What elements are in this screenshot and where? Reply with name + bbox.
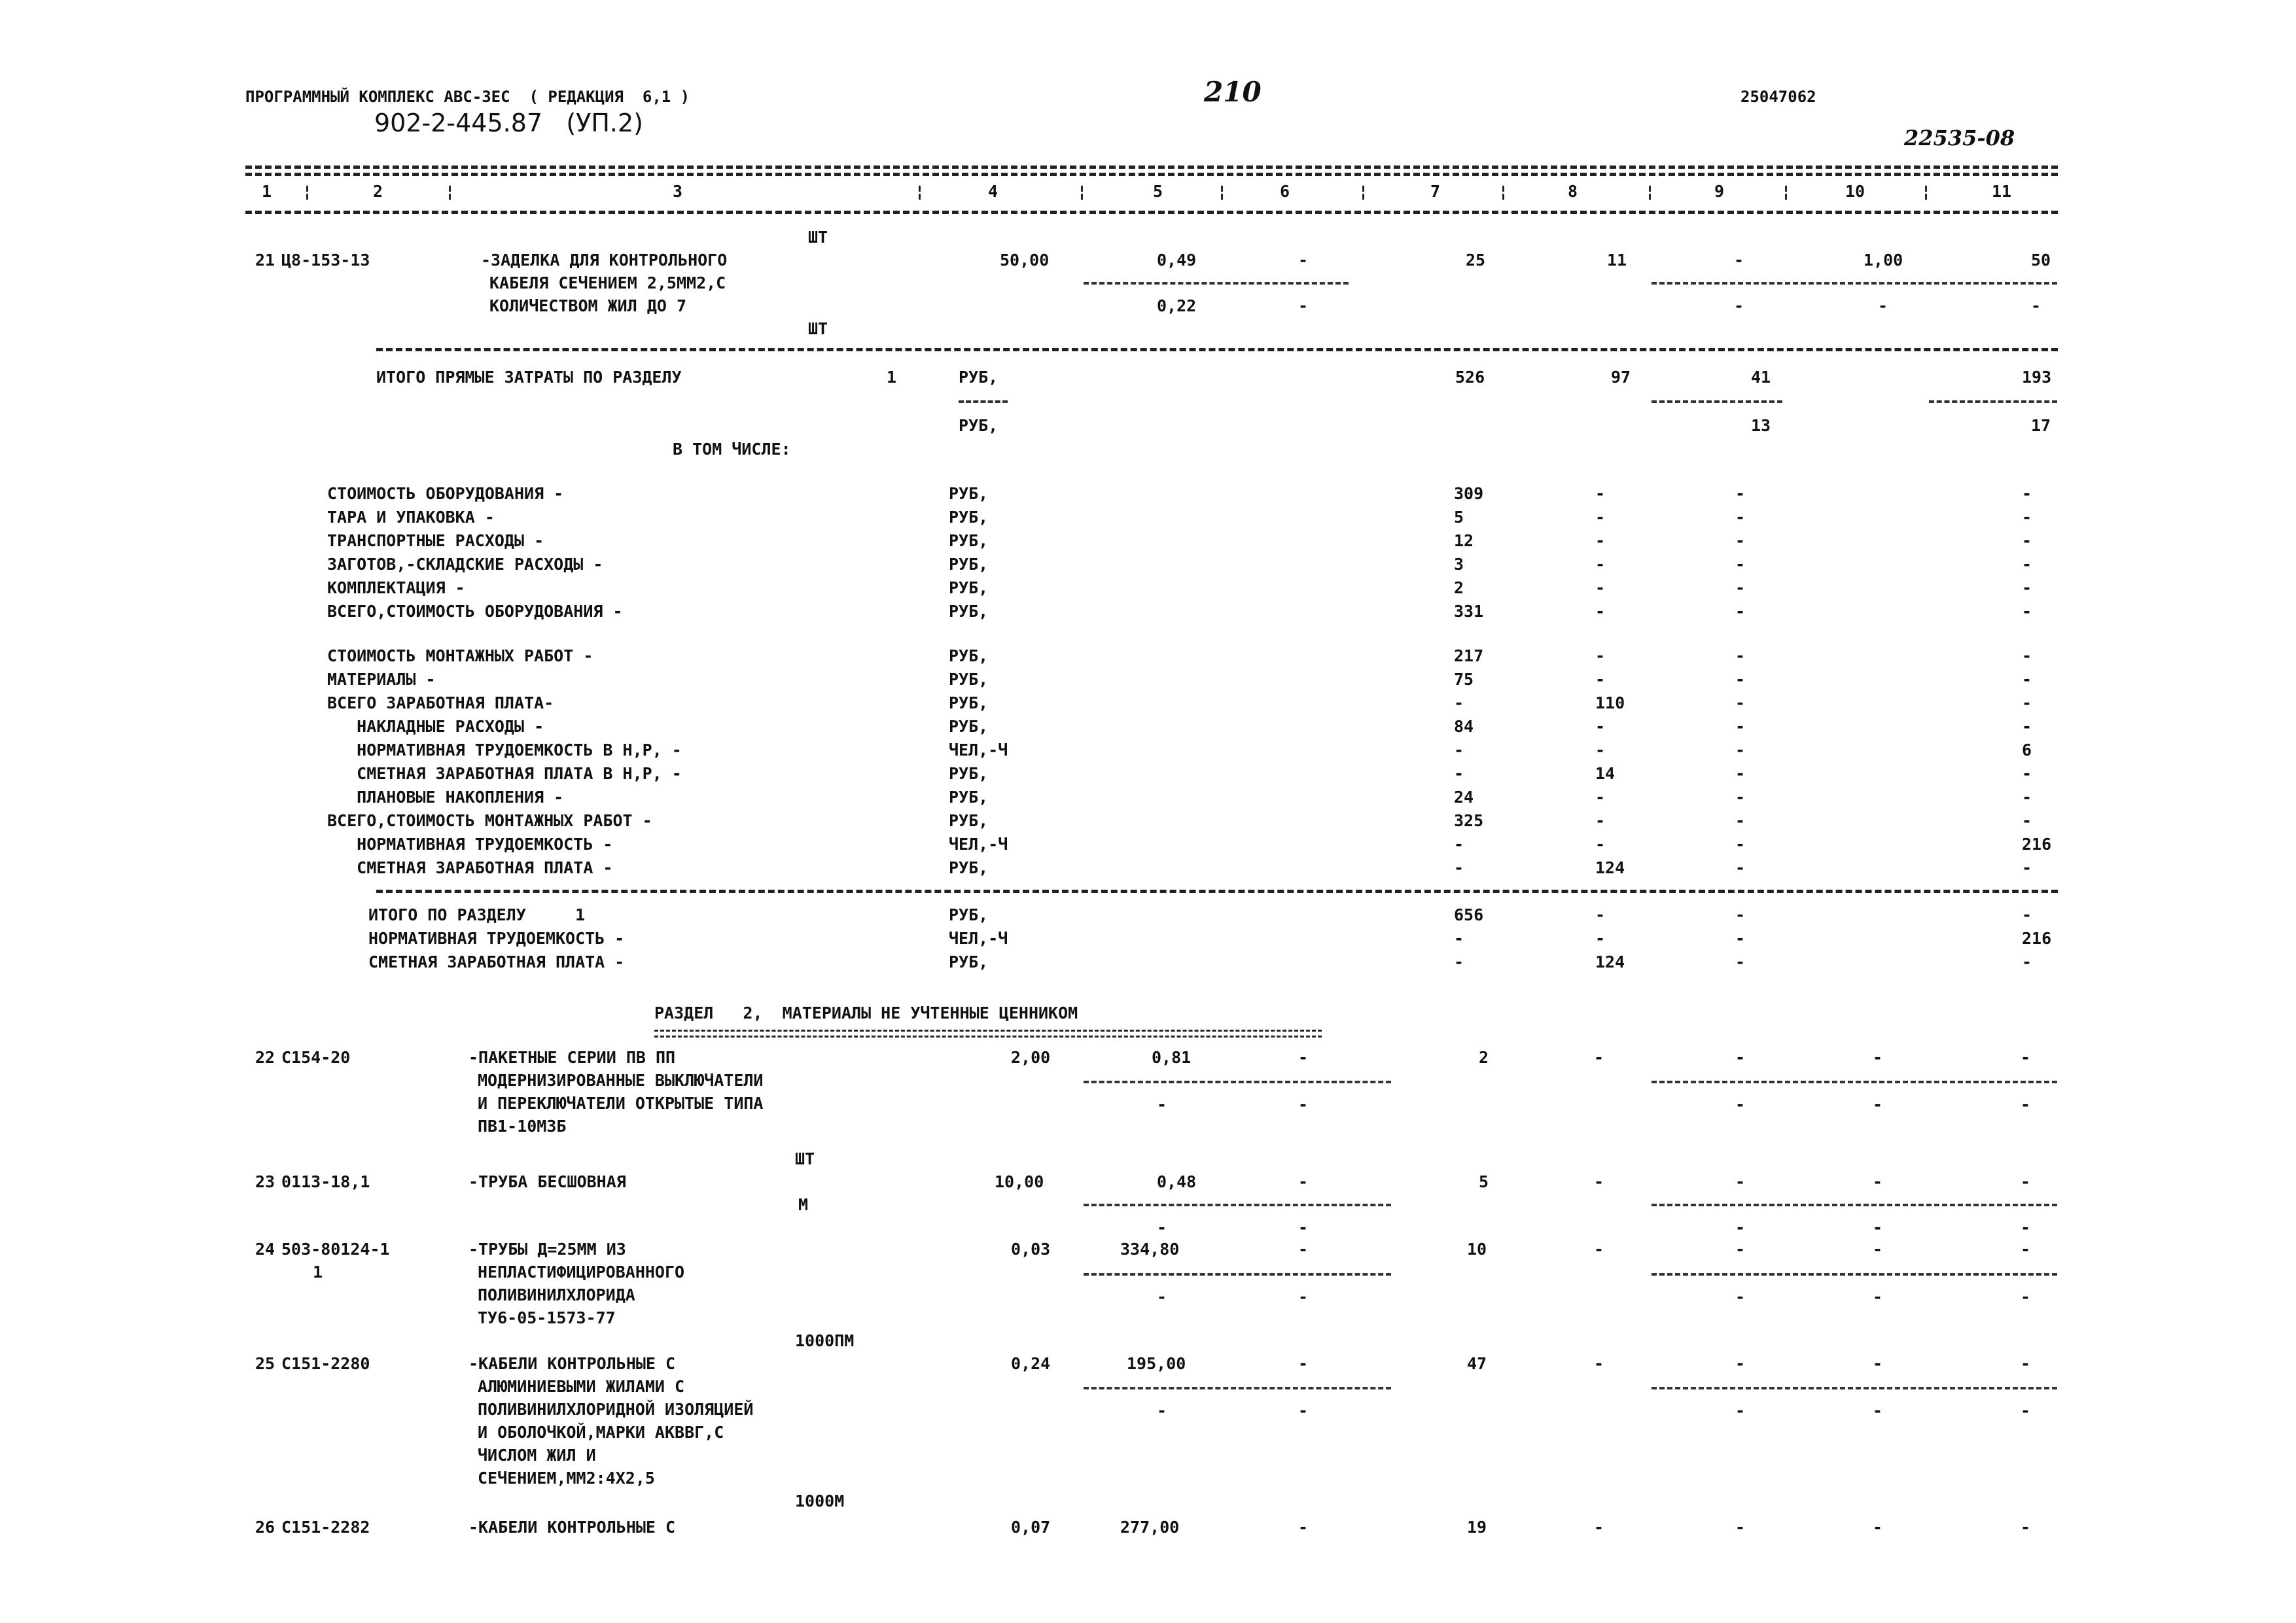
equipment-row-2-c11: - (2022, 531, 2032, 550)
col-header-2: 2 (373, 182, 383, 201)
equipment-row-4-unit: РУБ, (949, 578, 989, 597)
equipment-row-4-c11: - (2022, 578, 2032, 597)
installation-row-4-c8: - (1595, 741, 1606, 759)
row21-name: -ЗАДЕЛКА ДЛЯ КОНТРОЛЬНОГО (481, 251, 728, 270)
document-code: 25047062 (1740, 88, 1816, 106)
equipment-row-5-unit: РУБ, (949, 602, 989, 621)
header-bottom-rule (245, 211, 2058, 214)
installation-row-8-unit: ЧЕЛ,-Ч (949, 835, 1008, 854)
equipment-row-0-c9: - (1735, 484, 1746, 503)
equipment-row-0-c7: 309 (1454, 484, 1484, 503)
installation-row-9-label: СМЕТНАЯ ЗАРАБОТНАЯ ПЛАТА - (327, 858, 613, 877)
installation-row-2-c8: 110 (1595, 693, 1625, 712)
row24-number: 24 (255, 1240, 275, 1259)
section-total-row-0-c7: 656 (1454, 905, 1484, 924)
row21-qty: 50,00 (1000, 251, 1050, 270)
equipment-row-1-c8: - (1595, 508, 1606, 527)
installation-row-2-c11: - (2022, 693, 2032, 712)
installation-row-1-label: МАТЕРИАЛЫ - (327, 670, 436, 689)
equipment-row-1-c9: - (1735, 508, 1746, 527)
equipment-row-3-c8: - (1595, 555, 1606, 574)
installation-row-3-unit: РУБ, (949, 717, 989, 736)
col-header-8: 8 (1568, 182, 1578, 201)
installation-row-5-c7: - (1454, 764, 1464, 783)
section-total-row-0-unit: РУБ, (949, 905, 989, 924)
row25-code: С151-2280 (281, 1354, 370, 1373)
installation-row-1-unit: РУБ, (949, 670, 989, 689)
equipment-row-3-unit: РУБ, (949, 555, 989, 574)
installation-row-3-c8: - (1595, 717, 1606, 736)
section-total-row-0-c11: - (2022, 905, 2032, 924)
col-header-1: 1 (262, 182, 272, 201)
col-header-7: 7 (1430, 182, 1441, 201)
equipment-row-5-c7: 331 (1454, 602, 1484, 621)
section-total-row-1-c8: - (1595, 929, 1606, 948)
installation-row-3-c11: - (2022, 717, 2032, 736)
equipment-row-2-unit: РУБ, (949, 531, 989, 550)
equipment-row-3-c9: - (1735, 555, 1746, 574)
installation-row-5-label: СМЕТНАЯ ЗАРАБОТНАЯ ПЛАТА В Н,Р, - (327, 764, 682, 783)
header-top-rule-2 (245, 173, 2058, 176)
installation-row-9-c11: - (2022, 858, 2032, 877)
document-number: 902-2-445.87 (УП.2) (374, 109, 643, 137)
equipment-row-0-c8: - (1595, 484, 1606, 503)
installation-row-9-c8: 124 (1595, 858, 1625, 877)
installation-row-4-label: НОРМАТИВНАЯ ТРУДОЕМКОСТЬ В Н,Р, - (327, 741, 682, 759)
row25-name: -КАБЕЛИ КОНТРОЛЬНЫЕ С (468, 1354, 676, 1373)
section-total-row-1-c9: - (1735, 929, 1746, 948)
section-total-row-0-label: ИТОГО ПО РАЗДЕЛУ 1 (368, 905, 586, 924)
installation-row-4-c11: 6 (2022, 741, 2032, 759)
installation-row-3-c7: 84 (1454, 717, 1474, 736)
col-header-5: 5 (1153, 182, 1163, 201)
row22-number: 22 (255, 1048, 275, 1067)
row24-name: -ТРУБЫ Д=25ММ ИЗ (468, 1240, 626, 1259)
itogo-direct-costs-label: ИТОГО ПРЯМЫЕ ЗАТРАТЫ ПО РАЗДЕЛУ (376, 368, 682, 387)
row22-name: -ПАКЕТНЫЕ СЕРИИ ПВ ПП (468, 1048, 676, 1067)
installation-row-4-unit: ЧЕЛ,-Ч (949, 741, 1008, 759)
installation-row-6-label: ПЛАНОВЫЕ НАКОПЛЕНИЯ - (327, 788, 564, 807)
row23-code: 0113-18,1 (281, 1172, 370, 1191)
installation-row-8-label: НОРМАТИВНАЯ ТРУДОЕМКОСТЬ - (327, 835, 613, 854)
row21-unit: ШТ (808, 228, 828, 247)
equipment-row-4-label: КОМПЛЕКТАЦИЯ - (327, 578, 465, 597)
section-total-row-2-c8: 124 (1595, 952, 1625, 971)
row23-name: -ТРУБА БЕСШОВНАЯ (468, 1172, 626, 1191)
row21-number: 21 (255, 251, 275, 270)
installation-row-0-label: СТОИМОСТЬ МОНТАЖНЫХ РАБОТ - (327, 646, 593, 665)
installation-row-9-c9: - (1735, 858, 1746, 877)
installation-row-0-c11: - (2022, 646, 2032, 665)
equipment-row-2-c8: - (1595, 531, 1606, 550)
installation-row-6-c9: - (1735, 788, 1746, 807)
installation-row-0-c7: 217 (1454, 646, 1484, 665)
section-total-row-1-c7: - (1454, 929, 1464, 948)
equipment-row-5-c9: - (1735, 602, 1746, 621)
section-total-row-2-c11: - (2022, 952, 2032, 971)
installation-row-8-c11: 216 (2022, 835, 2052, 854)
section-total-row-2-c9: - (1735, 952, 1746, 971)
equipment-row-5-c11: - (2022, 602, 2032, 621)
col-header-9: 9 (1714, 182, 1725, 201)
equipment-row-2-label: ТРАНСПОРТНЫЕ РАСХОДЫ - (327, 531, 544, 550)
equipment-row-1-c7: 5 (1454, 508, 1464, 527)
installation-row-0-unit: РУБ, (949, 646, 989, 665)
equipment-row-5-label: ВСЕГО,СТОИМОСТЬ ОБОРУДОВАНИЯ - (327, 602, 623, 621)
equipment-row-1-c11: - (2022, 508, 2032, 527)
installation-row-5-c11: - (2022, 764, 2032, 783)
installation-row-1-c11: - (2022, 670, 2032, 689)
section-total-row-0-c8: - (1595, 905, 1606, 924)
installation-row-3-label: НАКЛАДНЫЕ РАСХОДЫ - (327, 717, 544, 736)
col-header-4: 4 (988, 182, 998, 201)
header-top-rule (245, 166, 2058, 169)
section-total-row-1-label: НОРМАТИВНАЯ ТРУДОЕМКОСТЬ - (368, 929, 625, 948)
installation-row-3-c9: - (1735, 717, 1746, 736)
installation-row-1-c8: - (1595, 670, 1606, 689)
col-header-11: 11 (1992, 182, 2012, 201)
section-total-row-1-c11: 216 (2022, 929, 2052, 948)
equipment-row-4-c9: - (1735, 578, 1746, 597)
installation-row-7-unit: РУБ, (949, 811, 989, 830)
equipment-row-2-c7: 12 (1454, 531, 1474, 550)
subheading-including: В ТОМ ЧИСЛЕ: (673, 440, 791, 459)
equipment-row-4-c8: - (1595, 578, 1606, 597)
installation-row-6-unit: РУБ, (949, 788, 989, 807)
installation-row-9-unit: РУБ, (949, 858, 989, 877)
installation-row-7-c9: - (1735, 811, 1746, 830)
installation-row-7-c7: 325 (1454, 811, 1484, 830)
installation-row-0-c9: - (1735, 646, 1746, 665)
equipment-row-2-c9: - (1735, 531, 1746, 550)
section-total-row-2-label: СМЕТНАЯ ЗАРАБОТНАЯ ПЛАТА - (368, 952, 625, 971)
installation-row-5-c8: 14 (1595, 764, 1616, 783)
row26-number: 26 (255, 1518, 275, 1537)
equipment-row-0-label: СТОИМОСТЬ ОБОРУДОВАНИЯ - (327, 484, 564, 503)
installation-row-8-c7: - (1454, 835, 1464, 854)
equipment-row-3-c11: - (2022, 555, 2032, 574)
installation-row-7-c8: - (1595, 811, 1606, 830)
section-total-row-2-c7: - (1454, 952, 1464, 971)
installation-row-5-c9: - (1735, 764, 1746, 783)
installation-row-2-c9: - (1735, 693, 1746, 712)
installation-row-2-unit: РУБ, (949, 693, 989, 712)
installation-row-6-c8: - (1595, 788, 1606, 807)
row23-number: 23 (255, 1172, 275, 1191)
equipment-row-0-c11: - (2022, 484, 2032, 503)
installation-row-8-c8: - (1595, 835, 1606, 854)
installation-row-9-c7: - (1454, 858, 1464, 877)
installation-row-7-c11: - (2022, 811, 2032, 830)
equipment-row-5-c8: - (1595, 602, 1606, 621)
program-title: ПРОГРАММНЫЙ КОМПЛЕКС АВС-3ЕС ( РЕДАКЦИЯ 6,1 ) (245, 88, 690, 106)
installation-row-0-c8: - (1595, 646, 1606, 665)
row25-number: 25 (255, 1354, 275, 1373)
installation-row-1-c7: 75 (1454, 670, 1474, 689)
installation-row-2-label: ВСЕГО ЗАРАБОТНАЯ ПЛАТА- (327, 693, 554, 712)
row26-code: С151-2282 (281, 1518, 370, 1537)
section2-title: РАЗДЕЛ 2, МАТЕРИАЛЫ НЕ УЧТЕННЫЕ ЦЕННИКОМ (654, 1003, 1078, 1022)
installation-row-4-c7: - (1454, 741, 1464, 759)
col-header-10: 10 (1845, 182, 1865, 201)
installation-row-1-c9: - (1735, 670, 1746, 689)
installation-row-4-c9: - (1735, 741, 1746, 759)
installation-row-6-c7: 24 (1454, 788, 1474, 807)
equipment-row-4-c7: 2 (1454, 578, 1464, 597)
equipment-row-0-unit: РУБ, (949, 484, 989, 503)
row24-code: 503-80124-1 (281, 1240, 390, 1259)
installation-row-7-label: ВСЕГО,СТОИМОСТЬ МОНТАЖНЫХ РАБОТ - (327, 811, 652, 830)
row26-name: -КАБЕЛИ КОНТРОЛЬНЫЕ С (468, 1518, 676, 1537)
installation-row-6-c11: - (2022, 788, 2032, 807)
row21-code: Ц8-153-13 (281, 251, 370, 270)
equipment-row-3-c7: 3 (1454, 555, 1464, 574)
equipment-row-1-label: ТАРА И УПАКОВКА - (327, 508, 495, 527)
equipment-row-3-label: ЗАГОТОВ,-СКЛАДСКИЕ РАСХОДЫ - (327, 555, 603, 574)
section-total-row-2-unit: РУБ, (949, 952, 989, 971)
installation-row-2-c7: - (1454, 693, 1464, 712)
col-header-6: 6 (1280, 182, 1290, 201)
section-total-row-0-c9: - (1735, 905, 1746, 924)
section-total-row-1-unit: ЧЕЛ,-Ч (949, 929, 1008, 948)
equipment-row-1-unit: РУБ, (949, 508, 989, 527)
row22-code: С154-20 (281, 1048, 351, 1067)
col-header-3: 3 (673, 182, 683, 201)
archive-stamp: 22535-08 (1904, 126, 2015, 150)
installation-row-8-c9: - (1735, 835, 1746, 854)
installation-row-5-unit: РУБ, (949, 764, 989, 783)
page-number: 210 (1204, 76, 1262, 108)
